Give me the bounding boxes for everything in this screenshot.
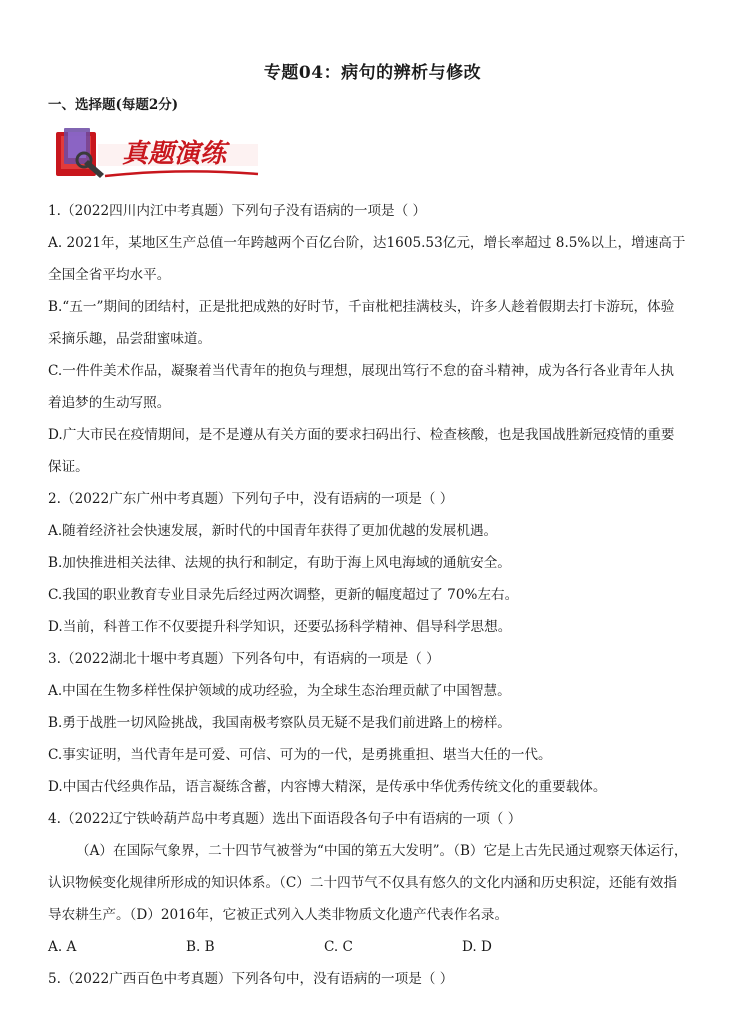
q1-option-d-line1: D.广大市民在疫情期间，是不是遵从有关方面的要求扫码出行、检查核酸，也是我国战胜新冠疫情的重要 xyxy=(48,427,675,443)
q2-option-c: C.我国的职业教育专业目录先后经过两次调整，更新的幅度超过了 70%左右。 xyxy=(48,587,519,603)
q3-option-d: D.中国古代经典作品，语言凝练含蓄，内容博大精深，是传承中华优秀传统文化的重要载体。 xyxy=(48,779,607,795)
q2-option-b: B.加快推进相关法律、法规的执行和制定，有助于海上风电海域的通航安全。 xyxy=(48,555,511,571)
q1-option-b-line2: 采摘乐趣，品尝甜蜜味道。 xyxy=(48,331,212,347)
q4-passage-line1: （A）在国际气象界，二十四节气被誉为“中国的第五大发明”。（B）它是上古先民通过观察天体运行， xyxy=(76,843,688,859)
q4-option-a: A. A xyxy=(48,939,77,955)
book-icon xyxy=(56,128,104,178)
question-4-stem: 4.（2022辽宁铁岭葫芦岛中考真题）选出下面语段各句子中有语病的一项（ ） xyxy=(48,811,522,827)
q4-passage-line2: 认识物候变化规律所形成的知识体系。（C）二十四节气不仅具有悠久的文化内涵和历史积淀，还能有效指 xyxy=(48,875,677,891)
q4-options xyxy=(48,938,700,956)
q4-passage-line3: 导农耕生产。（D）2016年，它被正式列入人类非物质文化遗产代表作名录。 xyxy=(48,907,509,923)
q2-option-d: D.当前，科普工作不仅要提升科学知识，还要弘扬科学精神、倡导科学思想。 xyxy=(48,619,512,635)
q1-option-b-line1: B.“五一”期间的团结村，正是批把成熟的好时节，千亩枇杷挂满枝头，许多人趁着假期去打卡游玩，体验 xyxy=(48,299,675,315)
q3-option-a: A.中国在生物多样性保护领域的成功经验，为全球生态治理贡献了中国智慧。 xyxy=(48,683,511,699)
q1-option-a-line1: A. 2021年，某地区生产总值一年跨越两个百亿台阶，达1605.53亿元，增长率超过 8.5%以上，增速高于 xyxy=(48,235,686,251)
question-3-stem: 3.（2022湖北十堰中考真题）下列各句中，有语病的一项是（ ） xyxy=(48,651,440,667)
page-title: 专题04：病句的辨析与修改 xyxy=(263,63,482,83)
question-1-stem: 1.（2022四川内江中考真题）下列句子没有语病的一项是（ ） xyxy=(48,203,427,219)
q4-option-c: C. C xyxy=(324,939,353,955)
q2-option-a: A.随着经济社会快速发展，新时代的中国青年获得了更加优越的发展机遇。 xyxy=(48,523,498,539)
q4-option-d: D. D xyxy=(462,939,492,955)
question-2-stem: 2.（2022广东广州中考真题）下列句子中，没有语病的一项是（ ） xyxy=(48,491,454,507)
q1-option-a-line2: 全国全省平均水平。 xyxy=(48,267,171,283)
q1-option-c-line2: 着追梦的生动写照。 xyxy=(48,395,171,411)
section-heading: 一、选择题(每题2分) xyxy=(48,97,179,113)
banner-zhenti-yanlian xyxy=(50,124,264,184)
q3-option-c: C.事实证明，当代青年是可爱、可信、可为的一代，是勇挑重担、堪当大任的一代。 xyxy=(48,747,552,763)
banner-text: 真题演练 xyxy=(122,139,227,169)
q1-option-d-line2: 保证。 xyxy=(48,459,89,475)
q1-option-c-line1: C.一件件美术作品，凝聚着当代青年的抱负与理想，展现出笃行不怠的奋斗精神，成为各行各业青年人执 xyxy=(48,363,674,379)
question-5-stem: 5.（2022广西百色中考真题）下列各句中，没有语病的一项是（ ） xyxy=(48,971,454,987)
q4-option-b: B. B xyxy=(186,939,215,955)
q3-option-b: B.勇于战胜一切风险挑战，我国南极考察队员无疑不是我们前进路上的榜样。 xyxy=(48,715,511,731)
